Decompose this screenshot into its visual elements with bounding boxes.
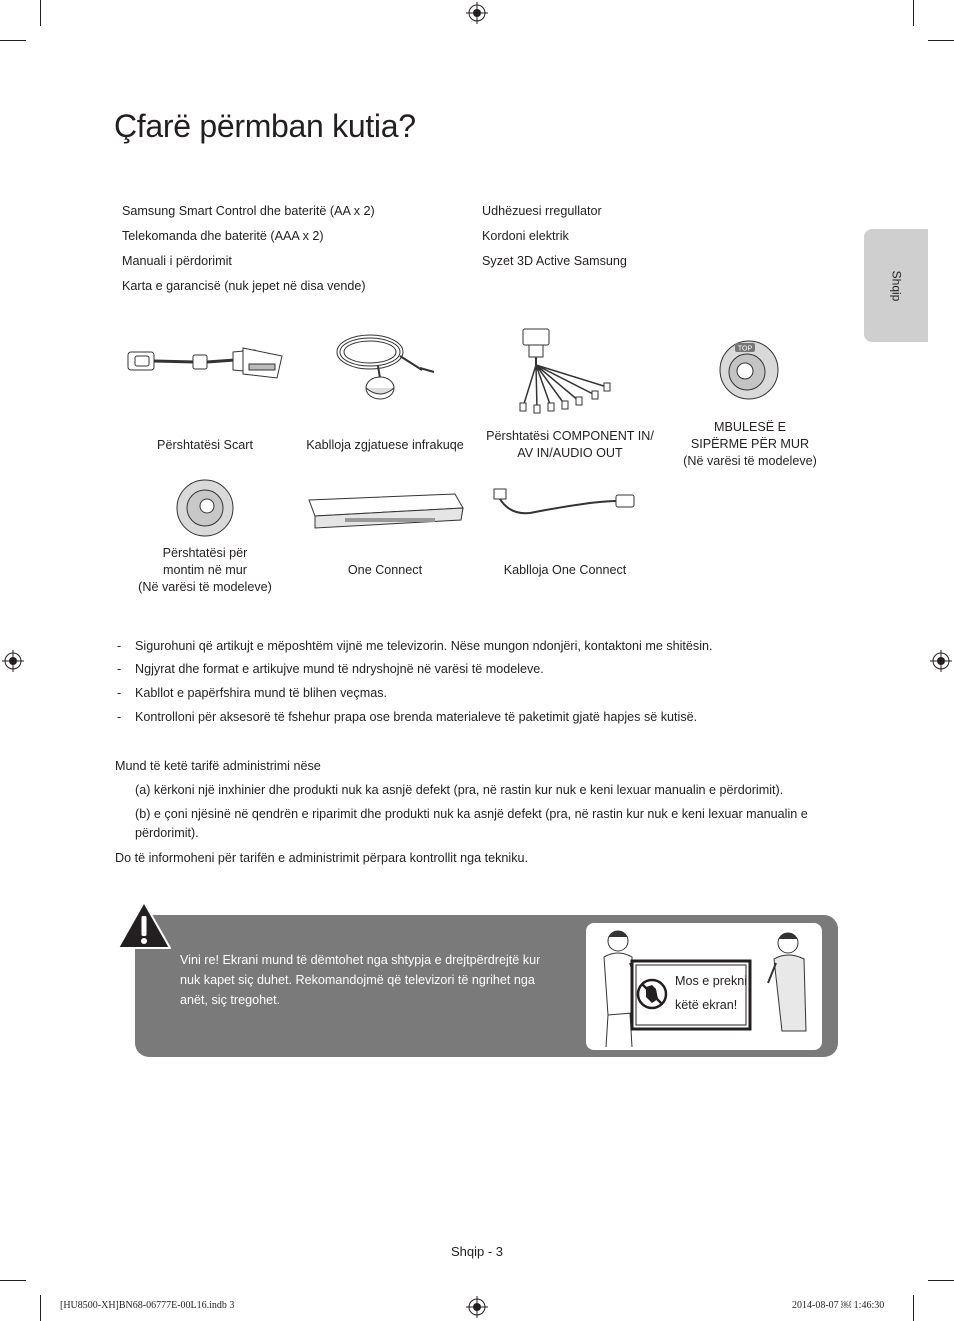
wall-adapter-caption: Përshtatësi për montim në mur (Në varësi të modeleve): [138, 546, 272, 594]
tv-handling-illustration: [586, 923, 822, 1050]
crop-mark: [40, 0, 41, 26]
scart-adapter-icon: [125, 338, 287, 388]
scart-adapter-caption: Përshtatësi Scart: [157, 438, 253, 452]
crop-mark: [0, 40, 26, 41]
wall-mount-adapter-icon: [175, 477, 235, 539]
wall-mount-cover-icon: [716, 338, 782, 402]
fees-intro: Mund të ketë tarifë administrimi nëse: [115, 759, 321, 773]
page-title: Çfarë përmban kutia?: [114, 108, 416, 144]
side-tab-label: Shqip: [888, 270, 903, 301]
wall-cover-caption: MBULESË E SIPËRME PËR MUR (Në varësi të modeleve): [683, 420, 817, 468]
top-badge: TOP: [737, 345, 753, 353]
contents-item: Kordoni elektrik: [482, 229, 569, 243]
fees-item-b: (b) e çoni njësinë në qendrën e riparimit dhe produkti nuk ka asnjë defekt (pra, në rastin kur nuk e keni lexuar manualin e përdorimit).: [135, 807, 808, 840]
crop-mark: [913, 1295, 914, 1321]
contents-item: Karta e garancisë (nuk jepet në disa vende): [122, 279, 366, 293]
fees-outro: Do të informoheni për tarifën e administrimit përpara kontrollit nga tekniku.: [115, 851, 528, 865]
component-av-adapter-icon: [515, 325, 615, 415]
screen-warning-text: Mos e prekni këtë ekran!: [675, 974, 748, 1012]
contents-item: Syzet 3D Active Samsung: [482, 254, 627, 268]
registration-mark-icon: [466, 1296, 488, 1318]
crop-mark: [913, 0, 914, 26]
contents-item: Udhëzuesi rregullator: [482, 204, 602, 218]
crop-mark: [40, 1295, 41, 1321]
file-slug: [HU8500-XH]BN68-06777E-00L16.indb 3: [60, 1300, 235, 1311]
registration-mark-icon: [466, 2, 488, 24]
contents-item: Samsung Smart Control dhe bateritë (AA x 2): [122, 204, 375, 218]
one-connect-cable-icon: [490, 485, 640, 521]
print-timestamp: 2014-08-07 ￼ 1:46:30: [792, 1300, 885, 1311]
crop-mark: [0, 1280, 26, 1281]
registration-mark-icon: [2, 650, 24, 672]
fees-item-a: (a) kërkoni një inxhinier dhe produkti nuk ka asnjë defekt (pra, në rastin kur nuk e keni lexuar manualin e përdorimit).: [135, 783, 784, 797]
one-connect-caption: One Connect: [347, 563, 423, 577]
registration-mark-icon: [930, 650, 952, 672]
contents-item: Manuali i përdorimit: [122, 254, 232, 268]
contents-item: Telekomanda dhe bateritë (AAA x 2): [122, 229, 324, 243]
ir-cable-caption: Kablloja zgjatuese infrakuqe: [306, 438, 464, 452]
crop-mark: [928, 40, 954, 41]
warning-label: Vini re: [180, 953, 216, 967]
one-connect-box-icon: [305, 490, 465, 530]
warning-text: Vini re! Ekrani mund të dëmtohet nga shtypja e drejtpërdrejtë kur nuk kapet siç duhet. Rekomandojmë që televizori të ngrihet nga anët, siç tregohet.: [180, 953, 541, 1007]
crop-mark: [928, 1280, 954, 1281]
ir-extender-cable-icon: [330, 330, 435, 408]
page-number: Shqip - 3: [450, 1244, 504, 1259]
warning-triangle-icon: [116, 900, 172, 950]
component-adapter-caption: Përshtatësi COMPONENT IN/ AV IN/AUDIO OUT: [486, 429, 654, 460]
one-connect-cable-caption: Kablloja One Connect: [503, 563, 627, 577]
language-side-tab: [864, 229, 928, 342]
